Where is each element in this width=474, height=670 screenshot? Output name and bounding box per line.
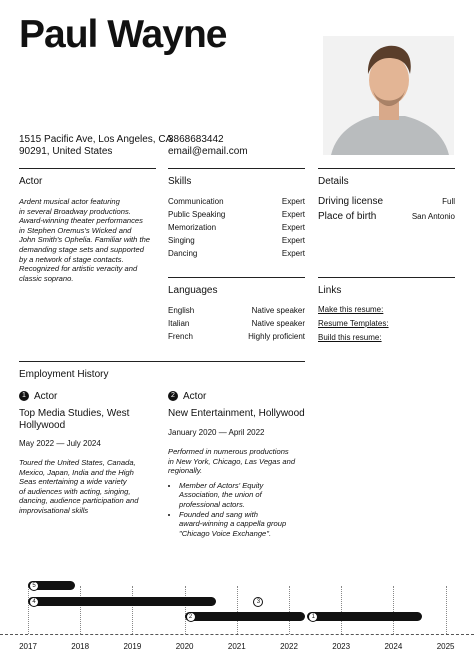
divider: [168, 168, 305, 169]
bullet-line: • Founded and sang with: [179, 509, 258, 519]
skill-level: Expert: [281, 236, 305, 245]
timeline-badge: 2: [186, 612, 196, 622]
skill-name: Communication: [168, 197, 224, 206]
skill-row: [168, 208, 305, 221]
language-level: Native speaker: [251, 319, 305, 328]
language-row: [168, 304, 305, 317]
skill-level: Expert: [281, 249, 305, 258]
bullet-line: award-winning a cappella group: [179, 519, 287, 529]
portrait-image: [323, 36, 454, 155]
timeline-badge: 4: [29, 597, 39, 607]
summary-line: in Stephen Oremus's Wicked and: [19, 225, 132, 235]
timeline-badge: 5: [29, 581, 39, 591]
job-entry: [19, 390, 159, 516]
job-number-badge: 1: [19, 391, 29, 401]
job-role: Actor: [34, 391, 58, 402]
description-line: Mexico, Japan, India and the High: [19, 467, 134, 477]
description-line: Seas entertaining a wide variety: [19, 477, 127, 487]
bullet-item: [179, 481, 318, 510]
summary-line: in several Broadway productions.: [19, 206, 131, 216]
job-entry: [168, 390, 318, 538]
description-line: of audiences with acting, singing,: [19, 486, 131, 496]
skills-title: Skills: [168, 176, 192, 187]
company-line: Top Media Studies, West: [19, 408, 130, 419]
candidate-name: Paul Wayne: [19, 13, 227, 56]
profile-title: Actor: [19, 176, 43, 187]
divider: [318, 168, 455, 169]
timeline-tick: [80, 586, 81, 634]
timeline-year-label: 2023: [332, 642, 351, 651]
timeline-year-label: 2022: [280, 642, 298, 651]
description-line: improvisational skills: [19, 505, 89, 515]
timeline-badge: 3: [253, 597, 263, 607]
detail-label: Place of birth: [318, 211, 377, 222]
detail-row: [318, 196, 455, 211]
employment-title: Employment History: [19, 369, 109, 380]
phone-number: 3868683442: [168, 134, 224, 145]
job-bullets: [168, 481, 318, 539]
languages-title: Languages: [168, 285, 218, 296]
skill-name: Public Speaking: [168, 210, 226, 219]
links-title: Links: [318, 285, 342, 296]
language-name: English: [168, 306, 195, 315]
bullet-line: • Member of Actors' Equity: [179, 480, 264, 490]
job-company: [19, 408, 159, 432]
timeline-tick: [28, 586, 29, 634]
job-dates: May 2022 — July 2024: [19, 439, 101, 448]
summary-line: by a network of stage contacts.: [19, 254, 124, 264]
languages-list: [168, 304, 305, 343]
divider: [168, 277, 305, 278]
language-row: [168, 330, 305, 343]
timeline-tick: [185, 586, 186, 634]
skill-name: Dancing: [168, 249, 198, 258]
divider: [19, 168, 156, 169]
summary-line: Award-winning theater performances: [19, 216, 143, 226]
timeline-tick: [341, 586, 342, 634]
divider: [19, 361, 305, 362]
address-line-1: 1515 Pacific Ave, Los Angeles, CA: [19, 134, 173, 145]
timeline-tick: [446, 586, 447, 634]
job-role: Actor: [183, 391, 207, 402]
links-list: [318, 303, 389, 345]
language-row: [168, 317, 305, 330]
job-role-line: [168, 390, 318, 404]
divider: [318, 277, 455, 278]
build-resume-link[interactable]: Build this resume:: [318, 333, 382, 342]
timeline-year-label: 2024: [384, 642, 403, 651]
skill-name: Singing: [168, 236, 195, 245]
skills-list: [168, 195, 305, 260]
language-name: Italian: [168, 319, 190, 328]
timeline-year-label: 2018: [71, 642, 90, 651]
skill-name: Memorization: [168, 223, 217, 232]
skill-row: [168, 234, 305, 247]
bullet-line: professional actors.: [179, 499, 245, 509]
profile-summary: [19, 197, 159, 283]
timeline-year-label: 2017: [19, 642, 37, 651]
language-name: French: [168, 332, 193, 341]
resume-templates-link[interactable]: Resume Templates:: [318, 319, 389, 328]
bullet-line: "Chicago Voice Exchange".: [179, 528, 272, 538]
address: [19, 134, 172, 158]
description-line: Toured the United States, Canada,: [19, 458, 136, 467]
address-line-2: 90291, United States: [19, 146, 113, 157]
timeline-year-label: 2021: [227, 642, 246, 651]
summary-line: classic soprano.: [19, 273, 74, 283]
timeline-badge: 1: [308, 612, 318, 622]
job-role-line: [19, 390, 159, 404]
details-list: [318, 196, 455, 226]
summary-line: demanding stage sets and supported: [19, 244, 144, 254]
timeline-axis: [0, 634, 474, 635]
job-dates: January 2020 — April 2022: [168, 428, 265, 437]
skill-row: [168, 195, 305, 208]
job-number-badge: 2: [168, 391, 178, 401]
profile-photo: [323, 36, 454, 155]
timeline-bar: [28, 597, 216, 606]
job-description: [168, 447, 318, 476]
job-description: [19, 458, 159, 516]
timeline-tick: [132, 586, 133, 634]
skill-row: [168, 247, 305, 260]
summary-line: Ardent musical actor featuring: [19, 197, 120, 206]
description-line: Performed in numerous productions: [168, 447, 289, 456]
description-line: dancing, audience participation and: [19, 496, 139, 506]
summary-line: Recognized for artistic veracity and: [19, 264, 138, 274]
timeline-bar: [185, 612, 305, 621]
skill-row: [168, 221, 305, 234]
skill-level: Expert: [281, 223, 305, 232]
description-line: regionally.: [168, 466, 203, 476]
company-line: Hollywood: [19, 420, 66, 431]
detail-label: Driving license: [318, 196, 384, 207]
details-title: Details: [318, 176, 349, 187]
timeline-bar: [307, 612, 422, 621]
detail-value: San Antonio: [411, 212, 455, 221]
language-level: Highly proficient: [248, 332, 305, 341]
detail-value: Full: [442, 197, 455, 206]
timeline-tick: [237, 586, 238, 634]
bullet-item: [179, 510, 318, 539]
timeline-year-label: 2020: [175, 642, 194, 651]
description-line: in New York, Chicago, Las Vegas and: [168, 456, 296, 466]
email-address: email@email.com: [168, 146, 248, 157]
skill-level: Expert: [281, 197, 305, 206]
summary-line: John Smith's Ophelia. Familiar with the: [19, 235, 151, 245]
job-company: New Entertainment, Hollywood: [168, 408, 305, 419]
timeline-tick: [393, 586, 394, 634]
timeline-year-label: 2025: [436, 642, 455, 651]
timeline-tick: [289, 586, 290, 634]
make-resume-link[interactable]: Make this resume:: [318, 305, 384, 314]
contact-info: [168, 134, 248, 158]
skill-level: Expert: [281, 210, 305, 219]
bullet-line: Association, the union of: [179, 490, 262, 500]
detail-row: [318, 211, 455, 226]
language-level: Native speaker: [251, 306, 305, 315]
timeline-year-label: 2019: [123, 642, 142, 651]
